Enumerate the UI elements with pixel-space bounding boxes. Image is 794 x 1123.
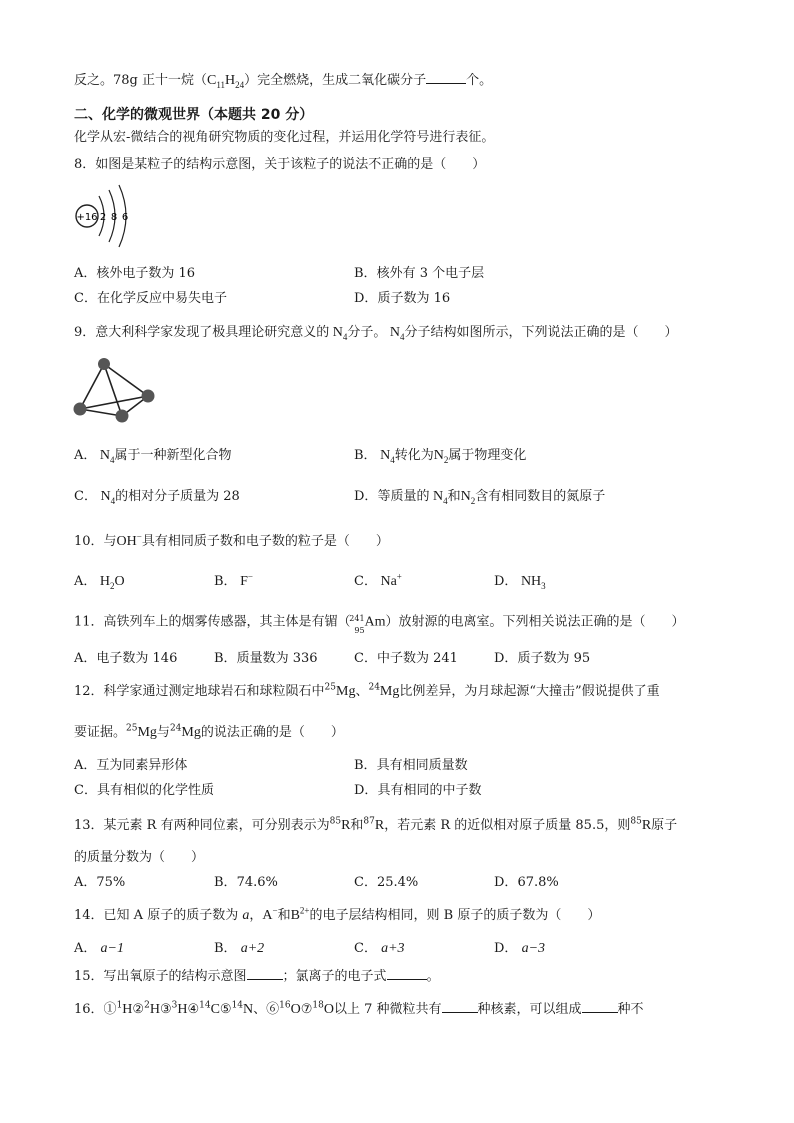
q14-option-b[interactable]: B． a+2	[214, 941, 265, 956]
q8-option-d[interactable]: D．质子数为 16	[354, 291, 451, 306]
n-atom-right	[142, 390, 155, 403]
n-atom-bottom	[116, 410, 129, 423]
q14-stem: 14．已知 A 原子的质子数为 a，A−和$B^{2+}$的电子层结构相同，则 B 原子的质子数为（ ）	[74, 905, 601, 923]
q16-blank-1[interactable]	[442, 1000, 478, 1013]
nucleus-charge: +16	[76, 212, 98, 223]
q14-option-a[interactable]: A． a−1	[74, 941, 124, 956]
q16-stem: 16．①$^1$H②$^2$H③$^3$H④$^{14}$C⑤$^{14}$N、⑥$^{16}$O⑦$^{18}$O以上 7 种微粒共有 种核素，可以组成 种不	[74, 1000, 644, 1017]
q15-blank-1[interactable]	[247, 967, 283, 980]
q15-stem: 15．写出氧原子的结构示意图 ；氯离子的电子式 。	[74, 969, 440, 984]
q9-option-d[interactable]: D．等质量的 $N_4$和$N_2$含有相同数目的氮原子	[354, 489, 606, 506]
q12-option-c[interactable]: C．具有相似的化学性质	[74, 783, 214, 798]
q9-option-c[interactable]: C． $N_4$的相对分子质量为 28	[74, 489, 240, 506]
undecane-formula: $C_{11}H_{24}$	[207, 73, 245, 90]
q12-stem-line2: 要证据。$^{25}$Mg与$^{24}$Mg的说法正确的是（ ）	[74, 723, 344, 740]
answer-blank[interactable]	[426, 71, 466, 84]
sulfur-atom-diagram	[72, 182, 134, 252]
q9-option-b[interactable]: B． $N_4$转化为$N_2$属于物理变化	[354, 448, 527, 465]
q12-option-a[interactable]: A．互为同素异形体	[74, 758, 188, 773]
q11-option-d[interactable]: D．质子数为 95	[494, 651, 591, 666]
top-line-text: 反之。78g 正十一烷（	[74, 73, 207, 88]
q13-option-d[interactable]: D．67.8%	[494, 875, 559, 890]
q11-option-b[interactable]: B．质量数为 336	[214, 651, 318, 666]
q9-option-a[interactable]: A． $N_4$属于一种新型化合物	[74, 448, 232, 465]
q11-option-a[interactable]: A．电子数为 146	[74, 651, 178, 666]
q13-option-c[interactable]: C．25.4%	[354, 875, 419, 890]
q14-option-c[interactable]: C． a+3	[354, 941, 405, 956]
top-line: 反之。78g 正十一烷$(C_{11}H_{24})$完全燃烧，生成二氧化碳分子 个。	[74, 73, 493, 90]
q8-option-a[interactable]: A．核外电子数为 16	[74, 266, 196, 281]
q10-option-c[interactable]: C． Na+	[354, 571, 402, 589]
q16-blank-2[interactable]	[582, 1000, 618, 1013]
q13-option-b[interactable]: B．74.6%	[214, 875, 278, 890]
n4-tetrahedron-diagram	[70, 354, 160, 424]
q10-option-a[interactable]: A． $H_2O$	[74, 574, 125, 591]
am-isotope-prescripts: 241 95	[349, 614, 365, 635]
q10-option-d[interactable]: D． $NH_3$	[494, 574, 546, 591]
q14-option-d[interactable]: D． a−3	[494, 941, 546, 956]
shell-count-3: 6	[121, 212, 129, 223]
q8-stem: 8．如图是某粒子的结构示意图，关于该粒子的说法不正确的是（ ）	[74, 157, 486, 172]
bond-lines	[80, 364, 148, 416]
n-atom-left	[74, 403, 87, 416]
section-title: 二、化学的微观世界（本题共 20 分）	[74, 107, 314, 123]
q13-option-a[interactable]: A．75%	[74, 875, 126, 890]
n-atom-top	[98, 358, 110, 370]
q12-option-d[interactable]: D．具有相同的中子数	[354, 783, 482, 798]
q12-option-b[interactable]: B．具有相同质量数	[354, 758, 468, 773]
q12-stem-line1: 12．科学家通过测定地球岩石和球粒陨石中$^{25}$Mg、$^{24}$Mg比例差异，为月球起源“大撞击”假说提供了重	[74, 682, 660, 699]
section-intro: 化学从宏-微结合的视角研究物质的变化过程，并运用化学符号进行表征。	[74, 130, 495, 145]
shell-count-2: 8	[110, 212, 118, 223]
q15-blank-2[interactable]	[387, 967, 427, 980]
q11-option-c[interactable]: C．中子数为 241	[354, 651, 458, 666]
q11-stem: 11．高铁列车上的烟雾传感器，其主体是有镅（ 241 95 Am）放射源的电离室。下列相关说法正确的是（ ）	[74, 614, 685, 635]
q8-option-b[interactable]: B．核外有 3 个电子层	[354, 266, 485, 281]
q9-stem: 9．意大利科学家发现了极具理论研究意义的 $N_4$分子。 $N_4$分子结构如图所示，下列说法正确的是（ ）	[74, 325, 678, 342]
q8-option-c[interactable]: C．在化学反应中易失电子	[74, 291, 227, 306]
q13-stem-line2: 的质量分数为（ ）	[74, 850, 205, 865]
q10-option-b[interactable]: B． F−	[214, 571, 253, 589]
q13-stem-line1: 13．某元素 R 有两种同位素，可分别表示为$^{85}$R和$^{87}$R，若元素 R 的近似相对原子质量 85.5，则$^{85}$R原子	[74, 816, 678, 833]
shell-count-1: 2	[99, 212, 107, 223]
q10-stem: 10．与OH−具有相同质子数和电子数的粒子是（ ）	[74, 531, 389, 549]
